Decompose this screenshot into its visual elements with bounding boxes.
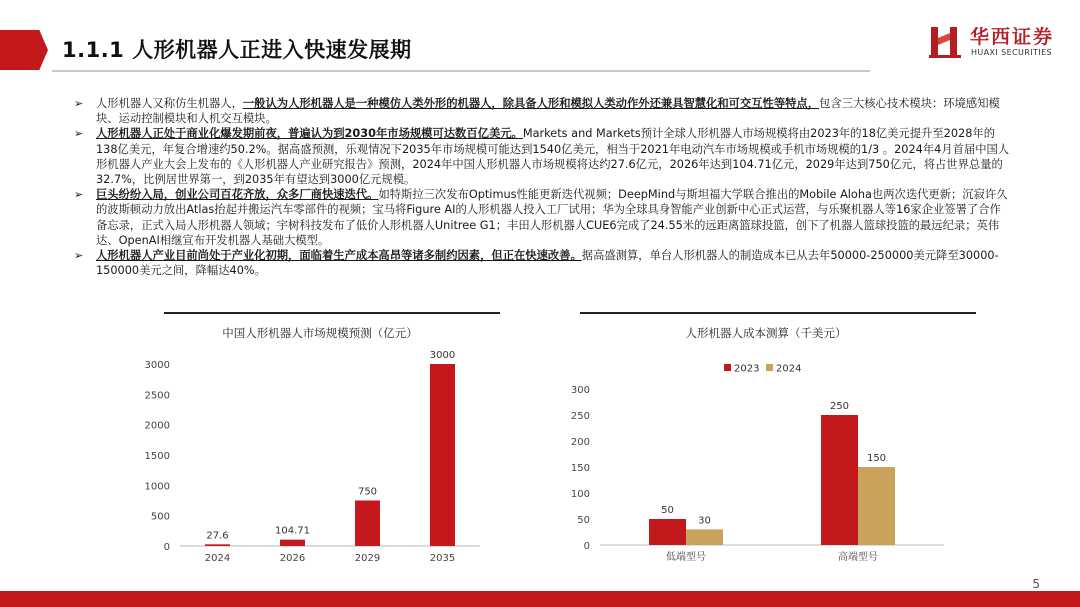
arrow-bullet-icon: ➢ <box>74 188 84 202</box>
bar <box>280 540 305 546</box>
chart-title: 中国人形机器人市场规模预测（亿元） <box>222 326 418 340</box>
huaxi-logo-icon <box>929 24 961 58</box>
arrow-bullet-icon: ➢ <box>74 97 84 110</box>
page-number: 5 <box>1032 577 1040 591</box>
logo-english-name: HUAXI SECURITIES <box>971 48 1052 57</box>
y-tick-label: 500 <box>150 511 170 523</box>
footer-bar <box>0 591 1080 607</box>
y-tick-label: 1000 <box>144 481 170 493</box>
bullet-text: Markets and Markets预计全球人形机器人市场规模将由2023年的18亿美元提升至2028年的138亿美元，年复合增速约50.2%。据高盛预测，乐观情况下2035年市场规模可能达到1540亿美元，相当于2021年电动汽车市场规模或手机市场规模的1/3 。2024年4月首届中国人形机器人产业大会上发布的《人形机器人产业研究报告》预测，2024年中国人形机器人市场规模将达约27.6亿元，2026年达到104.71亿元，2029年达到750亿元，将占世界总量的32.7%，比例居世界第一，到2035年有望达到3000亿元规模。 <box>96 127 1010 187</box>
y-tick-label: 200 <box>570 437 590 448</box>
bullet-item <box>74 126 1012 187</box>
bullet-item <box>74 187 1012 248</box>
x-tick-label: 低端型号 <box>666 552 706 563</box>
y-tick-label: 100 <box>570 489 590 500</box>
company-logo <box>929 22 1069 62</box>
bar <box>858 467 895 545</box>
bar <box>686 529 723 545</box>
y-tick-label: 2500 <box>144 390 170 402</box>
data-label: 3000 <box>429 350 456 361</box>
data-label: 150 <box>866 453 887 464</box>
x-tick-label: 2029 <box>354 553 381 564</box>
data-label: 250 <box>829 401 850 412</box>
bullet-key-point: 人形机器人正处于商业化爆发期前夜，普遍认为到2030年市场规模可达数百亿美元。 <box>96 127 523 141</box>
y-tick-label: 3000 <box>144 360 170 371</box>
bar <box>821 415 858 545</box>
bullet-key-point: 巨头纷纷入局，创业公司百花齐放，众多厂商快速迭代。 <box>96 188 379 202</box>
bullet-key-point: 人形机器人产业目前尚处于产业化初期，面临着生产成本高昂等诸多制约因素，但正在快速改善。 <box>96 249 582 263</box>
legend-label: 2023 <box>734 363 760 375</box>
arrow-bullet-icon: ➢ <box>74 249 84 263</box>
x-tick-label: 高端型号 <box>838 552 878 563</box>
legend-swatch <box>766 364 773 371</box>
x-tick-label: 2035 <box>429 553 456 564</box>
arrow-bullet-icon: ➢ <box>74 127 84 141</box>
bullet-key-point: 一般认为人形机器人是一种模仿人类外形的机器人，除具备人形和模拟人类动作外还兼具智慧化和可交互性等特点， <box>242 97 820 110</box>
bullet-list <box>74 96 1012 278</box>
data-label: 27.6 <box>206 530 229 542</box>
y-tick-label: 0 <box>583 541 590 552</box>
legend-swatch <box>724 364 731 371</box>
bullet-text: 如特斯拉三次发布Optimus性能更新迭代视频；DeepMind与斯坦福大学联合推出的Mobile Aloha也两次迭代更新；沉寂许久的波斯顿动力放出Atlas抬起并搬运汽车零部件的视频；宝马将Figure AI的人形机器人投入工厂试用；华为全球具身智能产业创新中心正式运营，与乐聚机器人等16家企业签署了合作备忘录，正式入局人形机器人领域；宇树科技发布了低价人形机器人Unitree G1；丰田人形机器人CUE6完成了24.55米的远距离篮球投篮，创下了机器人篮球投篮的最远纪录；英伟达、OpenAI相继宣布开发机器人基础大模型。 <box>96 188 1008 247</box>
data-label: 30 <box>698 515 711 527</box>
data-label: 50 <box>661 505 674 516</box>
y-tick-label: 0 <box>163 542 170 553</box>
data-label: 750 <box>357 486 378 498</box>
title-accent-tab <box>0 30 48 70</box>
y-tick-label: 1500 <box>144 451 170 462</box>
page-title: 1.1.1 人形机器人正进入快速发展期 <box>62 38 412 62</box>
bullet-text: 包含三大核心技术模块：环境感知模块、运动控制模块和人机交互模块。 <box>96 97 1000 126</box>
data-label: 104.71 <box>275 525 310 537</box>
chart-title: 人形机器人成本测算（千美元） <box>685 326 847 340</box>
cost-chart <box>556 312 976 572</box>
y-tick-label: 50 <box>577 515 590 526</box>
market-size-bars <box>140 312 500 572</box>
bullet-item <box>74 248 1012 278</box>
y-tick-label: 2000 <box>144 420 170 432</box>
y-tick-label: 150 <box>570 463 590 474</box>
bullet-item <box>74 96 1012 126</box>
logo-chinese-name: 华西证券 <box>970 26 1055 48</box>
y-tick-label: 250 <box>570 411 590 422</box>
x-tick-label: 2026 <box>279 553 306 564</box>
bar <box>205 544 230 546</box>
bullet-text: 据高盛测算，单台人形机器人的制造成本已从去年50000-250000美元降至30000-150000美元之间，降幅达40%。 <box>96 249 999 278</box>
bar <box>649 519 686 545</box>
y-tick-label: 300 <box>570 385 590 396</box>
legend-label: 2024 <box>776 363 802 375</box>
title-divider <box>52 70 870 72</box>
bullet-text: 人形机器人又称仿生机器人， <box>96 97 243 110</box>
market-size-chart <box>140 312 500 572</box>
cost-bars <box>556 312 976 572</box>
bar <box>430 364 455 546</box>
x-tick-label: 2024 <box>204 553 231 564</box>
bar <box>355 501 380 547</box>
